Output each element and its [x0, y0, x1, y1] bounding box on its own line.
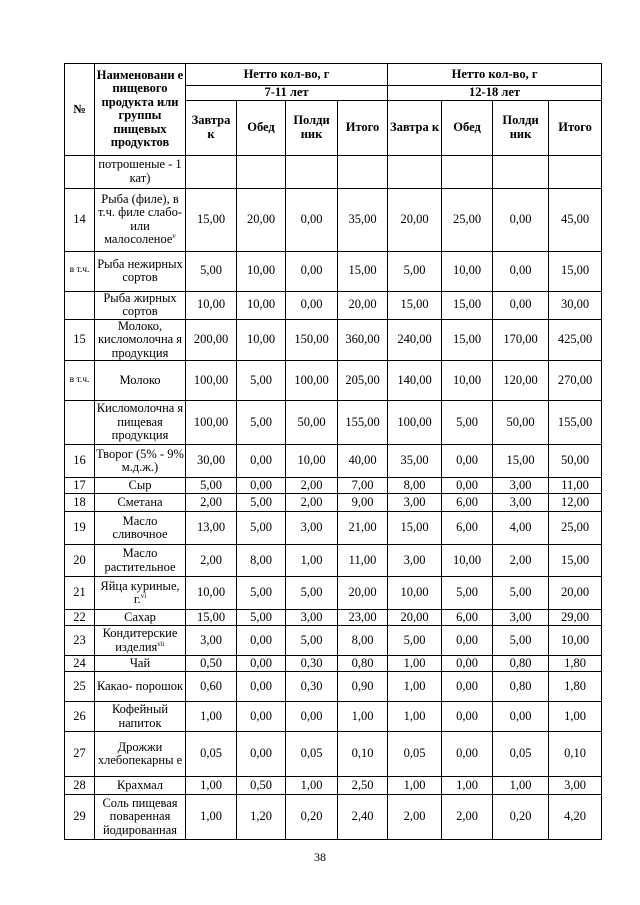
product-name-text: Кондитерские изделия: [102, 626, 178, 654]
product-name-text: Соль пищевая поваренная йодированная: [102, 795, 178, 837]
value-cell: 0,00: [237, 702, 286, 732]
value-cell: 2,00: [442, 795, 493, 840]
value-cell: 0,00: [493, 188, 549, 251]
product-name: [95, 155, 186, 188]
product-name: [95, 577, 186, 610]
header-netto-12-18: Нетто кол-во, г: [388, 64, 602, 86]
value-cell: 10,00: [237, 319, 286, 361]
value-cell: 15,00: [442, 291, 493, 319]
value-cell: 5,00: [237, 401, 286, 445]
table-row: [65, 512, 602, 545]
product-name-text: Молоко: [119, 372, 161, 387]
value-cell: 0,00: [493, 291, 549, 319]
header-age-12-18: 12-18 лет: [388, 86, 602, 101]
value-cell: 2,00: [493, 545, 549, 577]
table-row: [65, 319, 602, 361]
value-cell: 1,00: [388, 656, 442, 672]
product-name: [95, 445, 186, 478]
value-cell: 15,00: [442, 319, 493, 361]
product-name: [95, 188, 186, 251]
value-cell: 0,00: [442, 732, 493, 777]
value-cell: [338, 155, 388, 188]
value-cell: 5,00: [237, 512, 286, 545]
value-cell: 50,00: [493, 401, 549, 445]
value-cell: 0,00: [442, 656, 493, 672]
value-cell: 3,00: [493, 610, 549, 626]
value-cell: 0,05: [186, 732, 237, 777]
value-cell: [286, 155, 338, 188]
product-name-text: Яйца куриные, г.: [100, 578, 180, 606]
value-cell: 4,00: [493, 512, 549, 545]
value-cell: 1,00: [338, 702, 388, 732]
value-cell: 0,00: [286, 251, 338, 291]
value-cell: 20,00: [388, 610, 442, 626]
value-cell: 0,00: [442, 626, 493, 656]
value-cell: 100,00: [286, 361, 338, 401]
value-cell: 0,80: [493, 656, 549, 672]
header-snack-7-11: Полди ник: [286, 100, 338, 155]
value-cell: 20,00: [338, 577, 388, 610]
value-cell: 0,50: [237, 777, 286, 795]
value-cell: 23,00: [338, 610, 388, 626]
value-cell: 50,00: [286, 401, 338, 445]
row-number: 16: [65, 445, 95, 478]
value-cell: 3,00: [388, 545, 442, 577]
header-lunch-7-11: Обед: [237, 100, 286, 155]
value-cell: [186, 155, 237, 188]
value-cell: 25,00: [442, 188, 493, 251]
value-cell: 5,00: [186, 251, 237, 291]
value-cell: 5,00: [493, 626, 549, 656]
value-cell: 1,00: [493, 777, 549, 795]
value-cell: 29,00: [549, 610, 602, 626]
value-cell: 0,05: [493, 732, 549, 777]
value-cell: 0,00: [286, 702, 338, 732]
table-row: [65, 445, 602, 478]
header-product-name: Наименовани е пищевого продукта или группы пищевых продуктов: [95, 64, 186, 156]
table-row: [65, 656, 602, 672]
value-cell: 2,00: [186, 494, 237, 512]
value-cell: 100,00: [186, 401, 237, 445]
value-cell: 0,00: [442, 445, 493, 478]
value-cell: 10,00: [549, 626, 602, 656]
value-cell: 11,00: [338, 545, 388, 577]
value-cell: 3,00: [549, 777, 602, 795]
value-cell: 3,00: [186, 626, 237, 656]
value-cell: 1,00: [186, 795, 237, 840]
value-cell: 0,00: [237, 732, 286, 777]
value-cell: 35,00: [388, 445, 442, 478]
value-cell: 35,00: [338, 188, 388, 251]
value-cell: 0,10: [338, 732, 388, 777]
value-cell: 0,00: [237, 478, 286, 494]
row-number: 28: [65, 777, 95, 795]
value-cell: 5,00: [237, 361, 286, 401]
value-cell: 2,50: [338, 777, 388, 795]
value-cell: 10,00: [442, 361, 493, 401]
value-cell: [237, 155, 286, 188]
row-number: 17: [65, 478, 95, 494]
table-row: [65, 478, 602, 494]
product-name-text: Масло растительное: [104, 546, 176, 574]
header-age-7-11: 7-11 лет: [186, 86, 388, 101]
value-cell: 0,80: [493, 672, 549, 702]
value-cell: 0,00: [493, 251, 549, 291]
page-number: 38: [314, 850, 326, 864]
value-cell: 8,00: [388, 478, 442, 494]
value-cell: 12,00: [549, 494, 602, 512]
row-number: [65, 291, 95, 319]
value-cell: 170,00: [493, 319, 549, 361]
row-number: 22: [65, 610, 95, 626]
product-name-text: Чай: [129, 655, 151, 670]
value-cell: 11,00: [549, 478, 602, 494]
value-cell: 10,00: [388, 577, 442, 610]
value-cell: 0,90: [338, 672, 388, 702]
product-name: [95, 478, 186, 494]
product-name: [95, 494, 186, 512]
product-name: [95, 361, 186, 401]
row-number: 25: [65, 672, 95, 702]
value-cell: 5,00: [286, 626, 338, 656]
table-row: [65, 577, 602, 610]
header-snack-12-18: Полди ник: [493, 100, 549, 155]
value-cell: 10,00: [237, 251, 286, 291]
header-breakfast-12-18: Завтра к: [388, 100, 442, 155]
row-number: [65, 401, 95, 445]
value-cell: 5,00: [237, 610, 286, 626]
product-name: [95, 512, 186, 545]
table-row: [65, 626, 602, 656]
value-cell: 5,00: [237, 577, 286, 610]
footnote-mark: vi: [140, 591, 147, 600]
row-number: в т.ч.: [65, 251, 95, 291]
value-cell: 15,00: [549, 251, 602, 291]
value-cell: 1,80: [549, 672, 602, 702]
product-name-text: Сыр: [128, 477, 152, 492]
value-cell: 40,00: [338, 445, 388, 478]
value-cell: 270,00: [549, 361, 602, 401]
value-cell: 15,00: [186, 188, 237, 251]
value-cell: 3,00: [286, 610, 338, 626]
value-cell: [493, 155, 549, 188]
product-name: [95, 777, 186, 795]
product-name-text: Творог (5% - 9% м.д.ж.): [96, 446, 184, 474]
product-name: [95, 732, 186, 777]
value-cell: 1,00: [286, 777, 338, 795]
product-name-text: потрошеные - 1 кат): [98, 157, 182, 185]
value-cell: [388, 155, 442, 188]
value-cell: 5,00: [442, 401, 493, 445]
value-cell: 0,00: [237, 626, 286, 656]
value-cell: 10,00: [442, 251, 493, 291]
table-row: [65, 251, 602, 291]
row-number: 24: [65, 656, 95, 672]
value-cell: 20,00: [549, 577, 602, 610]
value-cell: 140,00: [388, 361, 442, 401]
row-number: 23: [65, 626, 95, 656]
value-cell: 100,00: [186, 361, 237, 401]
value-cell: 30,00: [186, 445, 237, 478]
value-cell: 3,00: [493, 478, 549, 494]
value-cell: 240,00: [388, 319, 442, 361]
product-name: [95, 291, 186, 319]
value-cell: 425,00: [549, 319, 602, 361]
value-cell: 205,00: [338, 361, 388, 401]
value-cell: 10,00: [286, 445, 338, 478]
value-cell: 3,00: [493, 494, 549, 512]
value-cell: 5,00: [493, 577, 549, 610]
value-cell: 0,00: [493, 702, 549, 732]
value-cell: 2,40: [338, 795, 388, 840]
value-cell: 9,00: [338, 494, 388, 512]
table-row: [65, 732, 602, 777]
table-row: [65, 291, 602, 319]
value-cell: 5,00: [388, 626, 442, 656]
value-cell: 0,50: [186, 656, 237, 672]
value-cell: 0,00: [442, 478, 493, 494]
value-cell: 25,00: [549, 512, 602, 545]
value-cell: 3,00: [388, 494, 442, 512]
value-cell: 1,00: [549, 702, 602, 732]
value-cell: 1,00: [186, 777, 237, 795]
row-number: 29: [65, 795, 95, 840]
table-row: [65, 401, 602, 445]
nutrition-norms-table: [64, 63, 602, 840]
header-breakfast-7-11: Завтра к: [186, 100, 237, 155]
value-cell: 15,00: [186, 610, 237, 626]
table-row: [65, 188, 602, 251]
value-cell: 10,00: [237, 291, 286, 319]
value-cell: 10,00: [186, 577, 237, 610]
product-name: [95, 319, 186, 361]
value-cell: 6,00: [442, 610, 493, 626]
header-lunch-12-18: Обед: [442, 100, 493, 155]
value-cell: 155,00: [338, 401, 388, 445]
row-number: 21: [65, 577, 95, 610]
value-cell: 0,00: [442, 702, 493, 732]
product-name: [95, 610, 186, 626]
product-name: [95, 656, 186, 672]
value-cell: 0,60: [186, 672, 237, 702]
table-row: [65, 494, 602, 512]
row-number: 20: [65, 545, 95, 577]
table-body: [65, 155, 602, 840]
table-row: [65, 610, 602, 626]
table-row: [65, 795, 602, 840]
value-cell: 0,10: [549, 732, 602, 777]
value-cell: 7,00: [338, 478, 388, 494]
table-row: [65, 702, 602, 732]
product-name-text: Масло сливочное: [112, 513, 168, 541]
value-cell: 1,20: [237, 795, 286, 840]
value-cell: 6,00: [442, 494, 493, 512]
header-total-12-18: Итого: [549, 100, 602, 155]
footnote-mark: v: [172, 231, 176, 240]
value-cell: 0,20: [286, 795, 338, 840]
value-cell: 5,00: [442, 577, 493, 610]
header-total-7-11: Итого: [338, 100, 388, 155]
value-cell: 0,05: [388, 732, 442, 777]
value-cell: [549, 155, 602, 188]
value-cell: 2,00: [286, 494, 338, 512]
value-cell: 15,00: [388, 291, 442, 319]
product-name: [95, 401, 186, 445]
value-cell: 0,00: [237, 672, 286, 702]
value-cell: 21,00: [338, 512, 388, 545]
value-cell: 15,00: [338, 251, 388, 291]
value-cell: 8,00: [338, 626, 388, 656]
value-cell: 5,00: [286, 577, 338, 610]
value-cell: 3,00: [286, 512, 338, 545]
product-name: [95, 795, 186, 840]
value-cell: 20,00: [237, 188, 286, 251]
value-cell: 20,00: [338, 291, 388, 319]
value-cell: 15,00: [549, 545, 602, 577]
footnote-mark: vii: [157, 639, 165, 648]
product-name: [95, 626, 186, 656]
header-number: №: [65, 64, 95, 156]
value-cell: 15,00: [493, 445, 549, 478]
value-cell: 2,00: [388, 795, 442, 840]
product-name-text: Какао- порошок: [96, 678, 184, 693]
value-cell: 13,00: [186, 512, 237, 545]
value-cell: 10,00: [442, 545, 493, 577]
value-cell: 0,00: [442, 672, 493, 702]
value-cell: 5,00: [186, 478, 237, 494]
value-cell: 30,00: [549, 291, 602, 319]
value-cell: 1,80: [549, 656, 602, 672]
product-name-text: Сметана: [117, 494, 163, 509]
table-row: [65, 361, 602, 401]
value-cell: 120,00: [493, 361, 549, 401]
value-cell: 100,00: [388, 401, 442, 445]
value-cell: 0,00: [237, 656, 286, 672]
value-cell: 45,00: [549, 188, 602, 251]
value-cell: 0,30: [286, 672, 338, 702]
value-cell: 0,05: [286, 732, 338, 777]
table-row: [65, 545, 602, 577]
value-cell: 5,00: [237, 494, 286, 512]
value-cell: 360,00: [338, 319, 388, 361]
product-name-text: Рыба нежирных сортов: [97, 256, 183, 284]
value-cell: 1,00: [442, 777, 493, 795]
row-number: [65, 155, 95, 188]
product-name-text: Молоко, кисломолочна я продукция: [97, 319, 183, 360]
value-cell: [442, 155, 493, 188]
row-number: 27: [65, 732, 95, 777]
row-number: 14: [65, 188, 95, 251]
product-name-text: Сахар: [124, 609, 156, 624]
product-name-text: Кисломолочна я пищевая продукция: [96, 401, 184, 443]
value-cell: 0,00: [237, 445, 286, 478]
value-cell: 2,00: [186, 545, 237, 577]
value-cell: 2,00: [286, 478, 338, 494]
value-cell: 155,00: [549, 401, 602, 445]
value-cell: 10,00: [186, 291, 237, 319]
product-name-text: Рыба (филе), в т.ч. филе слабо- или малосоленое: [98, 191, 182, 246]
value-cell: 1,00: [186, 702, 237, 732]
table-row: [65, 777, 602, 795]
product-name-text: Рыба жирных сортов: [103, 291, 177, 318]
product-name-text: Кофейный напиток: [111, 702, 169, 730]
value-cell: 0,20: [493, 795, 549, 840]
value-cell: 150,00: [286, 319, 338, 361]
value-cell: 15,00: [388, 512, 442, 545]
product-name: [95, 251, 186, 291]
row-number: 18: [65, 494, 95, 512]
value-cell: 1,00: [388, 777, 442, 795]
value-cell: 1,00: [286, 545, 338, 577]
product-name-text: Дрожжи хлебопекарны е: [97, 739, 183, 767]
value-cell: 8,00: [237, 545, 286, 577]
product-name-text: Крахмал: [116, 777, 164, 792]
table-row: [65, 155, 602, 188]
value-cell: 6,00: [442, 512, 493, 545]
value-cell: 1,00: [388, 672, 442, 702]
row-number: 19: [65, 512, 95, 545]
header-netto-7-11: Нетто кол-во, г: [186, 64, 388, 86]
table-row: [65, 672, 602, 702]
row-number: 15: [65, 319, 95, 361]
value-cell: 20,00: [388, 188, 442, 251]
product-name: [95, 672, 186, 702]
value-cell: 4,20: [549, 795, 602, 840]
value-cell: 0,30: [286, 656, 338, 672]
product-name: [95, 702, 186, 732]
table-header: [65, 64, 602, 156]
row-number: в т.ч.: [65, 361, 95, 401]
value-cell: 0,00: [286, 188, 338, 251]
row-number: 26: [65, 702, 95, 732]
product-name: [95, 545, 186, 577]
value-cell: 0,00: [286, 291, 338, 319]
value-cell: 5,00: [388, 251, 442, 291]
value-cell: 50,00: [549, 445, 602, 478]
value-cell: 200,00: [186, 319, 237, 361]
value-cell: 0,80: [338, 656, 388, 672]
value-cell: 1,00: [388, 702, 442, 732]
